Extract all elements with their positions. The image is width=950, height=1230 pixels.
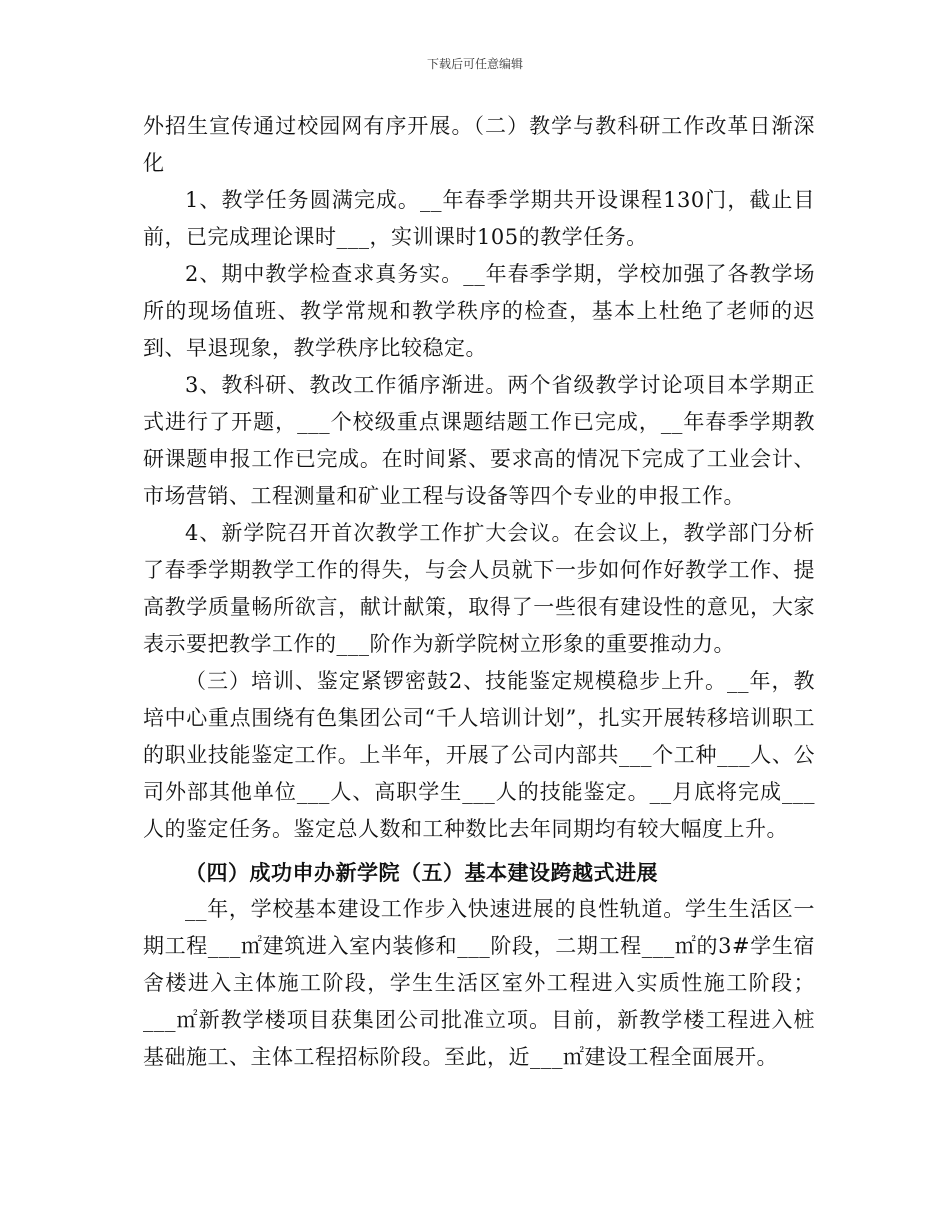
paragraph-teaching-tasks: 1、教学任务圆满完成。__年春季学期共开设课程130门，截止目前，已完成理论课时___，实训课时105的教学任务。 xyxy=(143,188,815,249)
document-body xyxy=(143,108,815,1076)
paragraph-teaching-meeting: 4、新学院召开首次教学工作扩大会议。在会议上，教学部门分析了春季学期教学工作的得失，与会人员就下一步如何作好教学工作、提高教学质量畅所欲言，献计献策，取得了一些很有建设性的意见，大家表示要把教学工作的___阶作为新学院树立形象的重要推动力。 xyxy=(143,521,815,656)
page-header: 下载后可任意编辑 xyxy=(426,57,523,71)
section-heading: （四）成功申办新学院（五）基本建设跨越式进展 xyxy=(185,860,658,885)
paragraph-continuation: 外招生宣传通过校园网有序开展。（二）教学与教科研工作改革日渐深化 xyxy=(143,114,815,175)
paragraph-midterm-check: 2、期中教学检查求真务实。__年春季学期，学校加强了各教学场所的现场值班、教学常规和教学秩序的检查，基本上杜绝了老师的迟到、早退现象，教学秩序比较稳定。 xyxy=(143,262,815,360)
paragraph-research-reform: 3、教科研、教改工作循序渐进。两个省级教学讨论项目本学期正式进行了开题，___个校级重点课题结题工作已完成，__年春季学期教研课题申报工作已完成。在时间紧、要求高的情况下完成了工业会计、市场营销、工程测量和矿业工程与设备等四个专业的申报工作。 xyxy=(143,373,815,508)
paragraph-training-assessment: （三）培训、鉴定紧锣密鼓2、技能鉴定规模稳步上升。__年，教培中心重点围绕有色集团公司“千人培训计划”，扎实开展转移培训职工的职业技能鉴定工作。上半年，开展了公司内部共___个工种___人、公司外部其他单位___人、高职学生___人的技能鉴定。__月底将完成___人的鉴定任务。鉴定总人数和工种数比去年同期均有较大幅度上升。 xyxy=(143,669,815,841)
paragraph-construction: __年，学校基本建设工作步入快速进展的良性轨道。学生生活区一期工程___㎡建筑进入室内装修和___阶段，二期工程___㎡的3#学生宿舍楼进入主体施工阶段，学生生活区室外工程进入实质性施工阶段；___㎡新教学楼项目获集团公司批准立项。目前，新教学楼工程进入桩基础施工、主体工程招标阶段。至此，近___㎡建设工程全面展开。 xyxy=(143,897,815,1069)
